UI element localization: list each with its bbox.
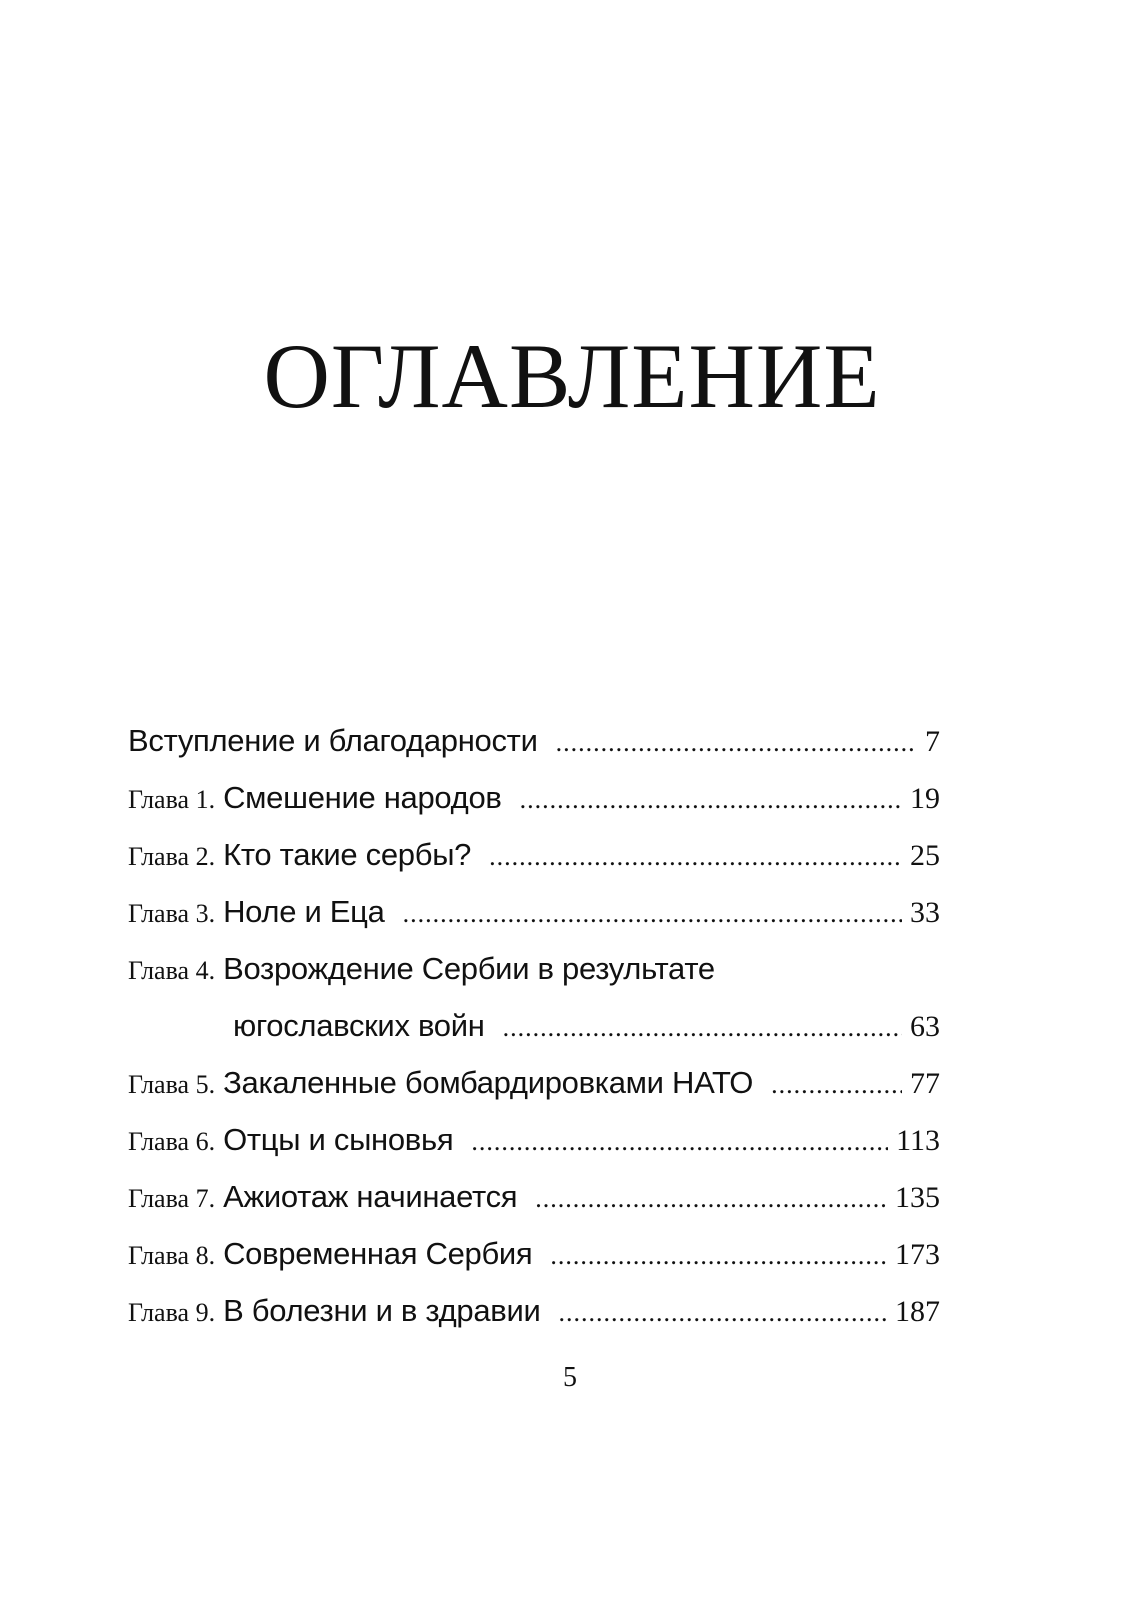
- toc-entry-label-continued: югославских войн: [233, 1008, 485, 1043]
- toc-chapter-number: Глава 2.: [128, 842, 216, 871]
- page-number: 5: [563, 1362, 577, 1393]
- toc-entry-label: Вступление и благодарности: [128, 723, 538, 758]
- toc-entry-chapter-9: [128, 1293, 940, 1350]
- toc-entry-page: 173: [895, 1238, 940, 1271]
- toc-entry-intro: [128, 723, 940, 780]
- toc-entry-page: 7: [925, 725, 940, 758]
- toc-entry-chapter-8: [128, 1236, 940, 1293]
- toc-leader-dots: [403, 899, 902, 929]
- toc-entry-label: В болезни и в здравии: [223, 1293, 541, 1328]
- toc-entry-page: 19: [910, 782, 940, 815]
- toc-entry-chapter-4-continued: [128, 1008, 940, 1065]
- toc-leader-dots: [559, 1298, 887, 1328]
- toc-entry-label: Возрождение Сербии в результате: [223, 951, 715, 986]
- toc-entry-page: 187: [895, 1295, 940, 1328]
- toc-entry-label: Кто такие сербы?: [223, 837, 472, 872]
- toc-entry-label: Смешение народов: [223, 780, 502, 815]
- toc-leader-dots: [771, 1070, 902, 1100]
- toc-leader-dots: [556, 728, 917, 758]
- toc-leader-dots: [535, 1184, 887, 1214]
- toc-entry-page: 77: [910, 1067, 940, 1100]
- toc-entry-page: 135: [895, 1181, 940, 1214]
- toc-entry-chapter-1: [128, 780, 940, 837]
- toc-entry-page: 33: [910, 896, 940, 929]
- toc-entry-chapter-3: [128, 894, 940, 951]
- toc-entry-chapter-4: [128, 951, 940, 1008]
- toc-entry-label: Ноле и Еца: [223, 894, 385, 929]
- toc-chapter-number: Глава 4.: [128, 956, 216, 985]
- toc-leader-dots: [550, 1241, 887, 1271]
- toc-entry-chapter-7: [128, 1179, 940, 1236]
- toc-entry-page: 25: [910, 839, 940, 872]
- toc-chapter-number: Глава 6.: [128, 1127, 216, 1156]
- toc-leader-dots: [489, 842, 902, 872]
- table-of-contents: [128, 723, 940, 1350]
- page-title: ОГЛАВЛЕНИЕ: [263, 325, 881, 427]
- toc-entry-chapter-6: [128, 1122, 940, 1179]
- toc-chapter-number: Глава 1.: [128, 785, 216, 814]
- toc-entry-page: 113: [896, 1124, 940, 1157]
- toc-chapter-number: Глава 5.: [128, 1070, 216, 1099]
- toc-leader-dots: [520, 785, 902, 815]
- toc-entry-label: Современная Сербия: [223, 1236, 533, 1271]
- toc-leader-dots: [471, 1127, 888, 1157]
- toc-entry-chapter-5: [128, 1065, 940, 1122]
- toc-entry-chapter-2: [128, 837, 940, 894]
- toc-entry-label: Ажиотаж начинается: [223, 1179, 518, 1214]
- toc-chapter-number: Глава 3.: [128, 899, 216, 928]
- toc-leader-dots: [503, 1013, 902, 1043]
- toc-chapter-number: Глава 9.: [128, 1298, 216, 1327]
- toc-entry-label: Закаленные бомбардировками НАТО: [223, 1065, 754, 1100]
- toc-chapter-number: Глава 7.: [128, 1184, 216, 1213]
- toc-chapter-number: Глава 8.: [128, 1241, 216, 1270]
- toc-entry-label: Отцы и сыновья: [223, 1122, 454, 1157]
- toc-entry-page: 63: [910, 1010, 940, 1043]
